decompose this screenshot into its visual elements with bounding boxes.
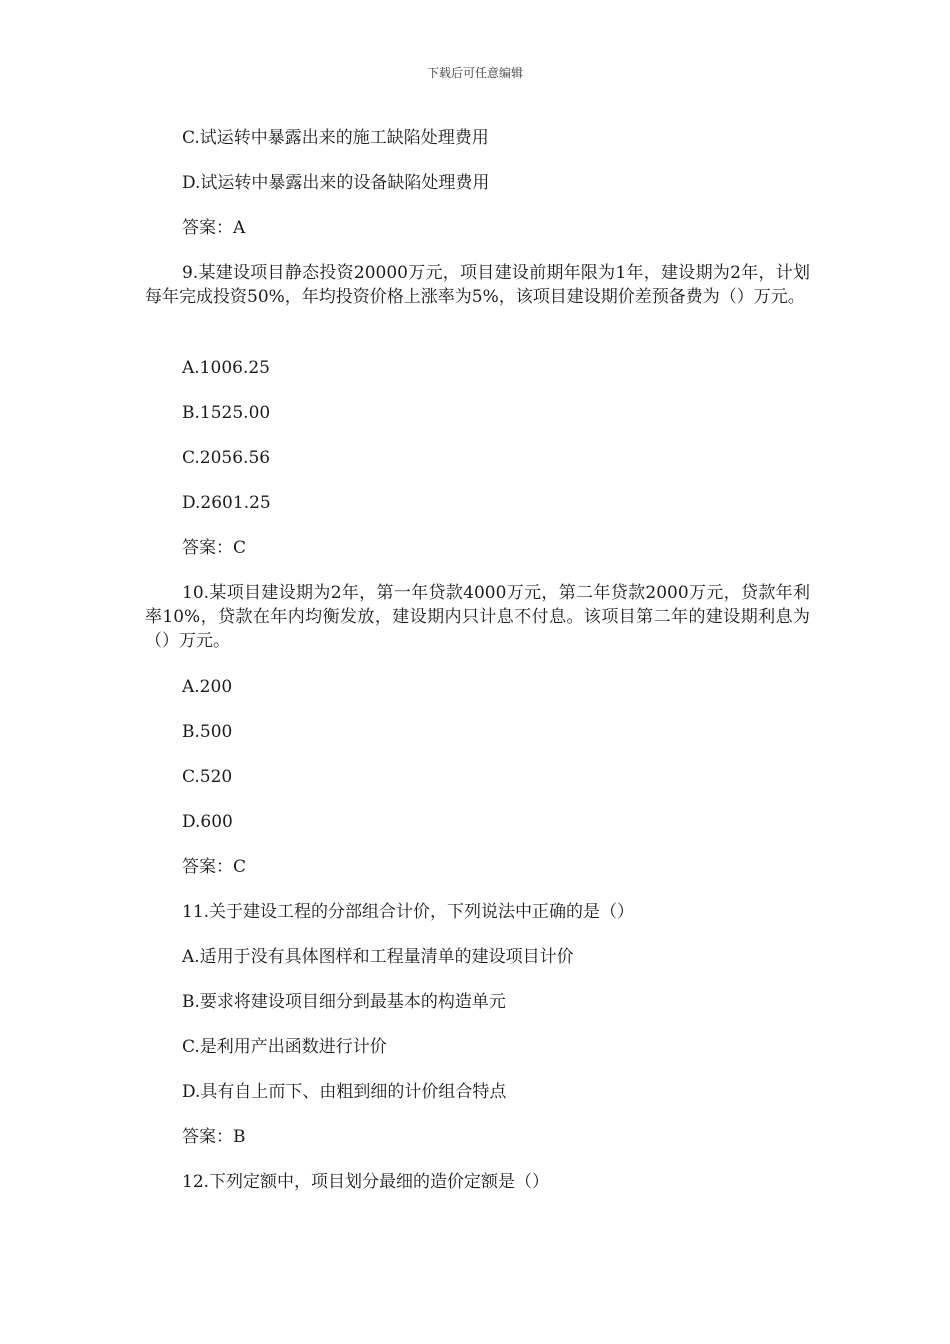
q10-option-d: D.600 (182, 812, 233, 832)
q10-option-c: C.520 (182, 767, 233, 787)
q9-option-a: A.1006.25 (182, 358, 270, 378)
q11-option-b: B.要求将建设项目细分到最基本的构造单元 (182, 992, 506, 1012)
page-header: 下载后可任意编辑 (426, 66, 523, 80)
q9-option-d: D.2601.25 (182, 493, 271, 513)
q11-answer: 答案：B (182, 1127, 246, 1147)
q11-question: 11.关于建设工程的分部组合计价，下列说法中正确的是（） (182, 902, 635, 922)
q9-option-b: B.1525.00 (182, 403, 271, 423)
q10-answer: 答案：C (182, 857, 247, 877)
q11-option-d: D.具有自上而下、由粗到细的计价组合特点 (182, 1082, 507, 1102)
q12-question: 12.下列定额中，项目划分最细的造价定额是（） (182, 1172, 550, 1192)
q10-question: 10.某项目建设期为2年，第一年贷款4000万元，第二年贷款2000万元，贷款年利率10%，贷款在年内均衡发放，建设期内只计息不付息。该项目第二年的建设期利息为（）万元。 (145, 583, 810, 651)
q9-answer: 答案：C (182, 538, 247, 558)
q11-option-c: C.是利用产出函数进行计价 (182, 1037, 387, 1057)
q11-option-a: A.适用于没有具体图样和工程量清单的建设项目计价 (182, 947, 574, 967)
q10-option-a: A.200 (182, 677, 233, 697)
q9-option-c: C.2056.56 (182, 448, 271, 468)
q10-option-b: B.500 (182, 722, 233, 742)
q8-option-d: D.试运转中暴露出来的设备缺陷处理费用 (182, 173, 490, 193)
q8-option-c: C.试运转中暴露出来的施工缺陷处理费用 (182, 128, 489, 148)
q9-question: 9.某建设项目静态投资20000万元，项目建设前期年限为1年，建设期为2年，计划每年完成投资50%，年均投资价格上涨率为5%，该项目建设期价差预备费为（）万元。 (145, 263, 810, 307)
q8-answer: 答案：A (182, 218, 246, 238)
